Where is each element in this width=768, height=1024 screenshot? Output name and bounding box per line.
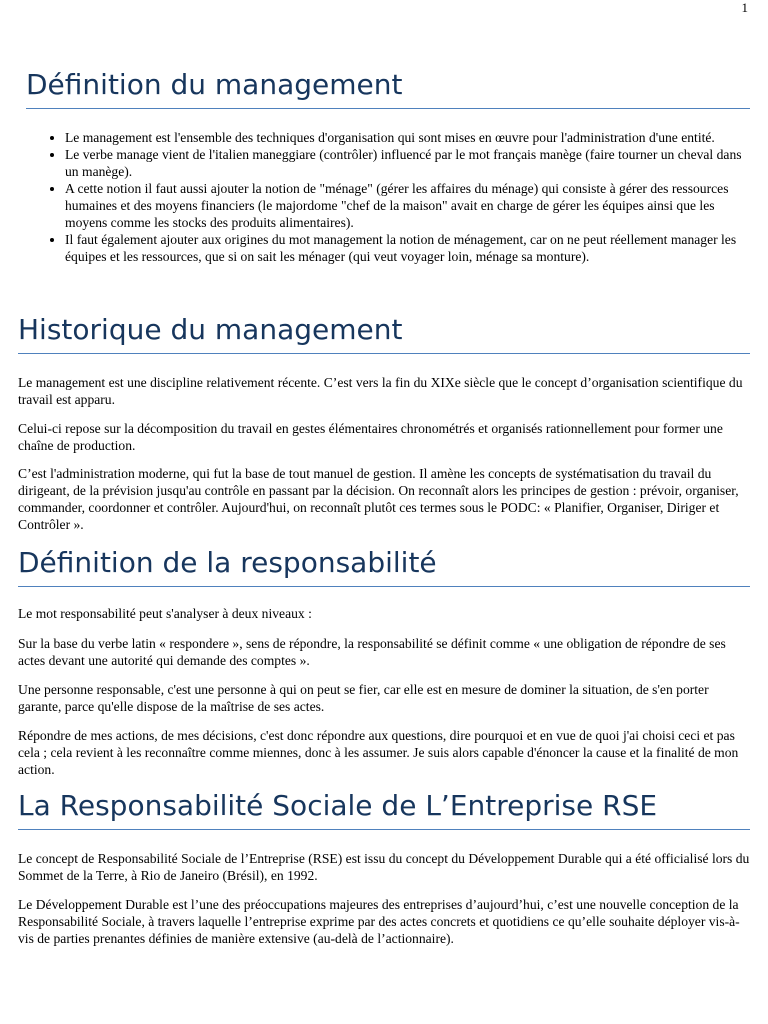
heading-rse: La Responsabilité Sociale de L’Entreprise RSE <box>18 789 750 830</box>
list-item: • Le management est l'ensemble des techniques d'organisation qui sont mises en œuvre pour l'administration d'une entité. <box>65 129 750 146</box>
paragraph: Une personne responsable, c'est une personne à qui on peut se fier, car elle est en mesure de dominer la situation, de s'en porter garante, parce qu'elle dispose de la maîtrise de ses actes. <box>18 682 709 714</box>
paragraph: Le mot responsabilité peut s'analyser à deux niveaux : <box>18 606 312 621</box>
heading-management-definition: Définition du management <box>26 68 750 109</box>
paragraph: C’est l'administration moderne, qui fut la base de tout manuel de gestion. Il amène les concepts de systématisation du travail du dirigeant, de la prévision jusqu'au contrôle en passant par la décision. On reconnaît alors les principes de gestion : prévoir, organiser, commander, coordonner et contrôler. Aujourd'hui, on reconnaît plutôt ces termes sous le PODC: « Planifier, Organiser, Diriger et Contrôler ». <box>18 466 739 532</box>
paragraph: Sur la base du verbe latin « respondere », sens de répondre, la responsabilité se définit comme « une obligation de répondre de ses actes devant une autorité qui demande des comptes ». <box>18 636 726 668</box>
list-item: • A cette notion il faut aussi ajouter la notion de "ménage" (gérer les affaires du ménage) qui consiste à gérer des ressources humaines et des moyens financiers (le majordome "chef de la maison" avait en charge de gérer les équipes ainsi que les moyens comme les stocks des produits alimentaires). <box>65 180 750 231</box>
paragraph: Le Développement Durable est l’une des préoccupations majeures des entreprises d’aujourd’hui, c’est une nouvelle conception de la Responsabilité Sociale, à travers laquelle l’entreprise exprime par des actes concrets et quotidiens ce qu’elle souhaite déployer vis-à-vis de parties prenantes définies de manière extensive (au-delà de l’actionnaire). <box>18 897 740 946</box>
list-item: • Le verbe manage vient de l'italien maneggiare (contrôler) influencé par le mot français manège (faire tourner un cheval dans un manège). <box>65 146 750 180</box>
list-item: • Il faut également ajouter aux origines du mot management la notion de ménagement, car on ne peut réellement manager les équipes et les ressources, que si on sait les ménager (qui veut voyager loin, ménage sa monture). <box>65 231 750 265</box>
management-definition-list <box>18 129 750 265</box>
heading-management-history: Historique du management <box>18 313 750 354</box>
heading-responsibility-definition: Définition de la responsabilité <box>18 546 750 587</box>
paragraph: Répondre de mes actions, de mes décisions, c'est donc répondre aux questions, dire pourquoi et en vue de quoi j'ai choisi ceci et pas cela ; cela revient à les reconnaître comme miennes, donc à les assumer. Je suis alors capable d'énoncer la cause et la finalité de mon action. <box>18 728 739 777</box>
paragraph: Celui-ci repose sur la décomposition du travail en gestes élémentaires chronométrés et organisés rationnellement pour former une chaîne de production. <box>18 421 723 453</box>
paragraph: Le concept de Responsabilité Sociale de l’Entreprise (RSE) est issu du concept du Développement Durable qui a été officialisé lors du Sommet de la Terre, à Rio de Janeiro (Brésil), en 1992. <box>18 851 750 883</box>
page-number: 1 <box>741 0 748 15</box>
paragraph: Le management est une discipline relativement récente. C’est vers la fin du XIXe siècle que le concept d’organisation scientifique du travail est apparu. <box>18 375 743 407</box>
